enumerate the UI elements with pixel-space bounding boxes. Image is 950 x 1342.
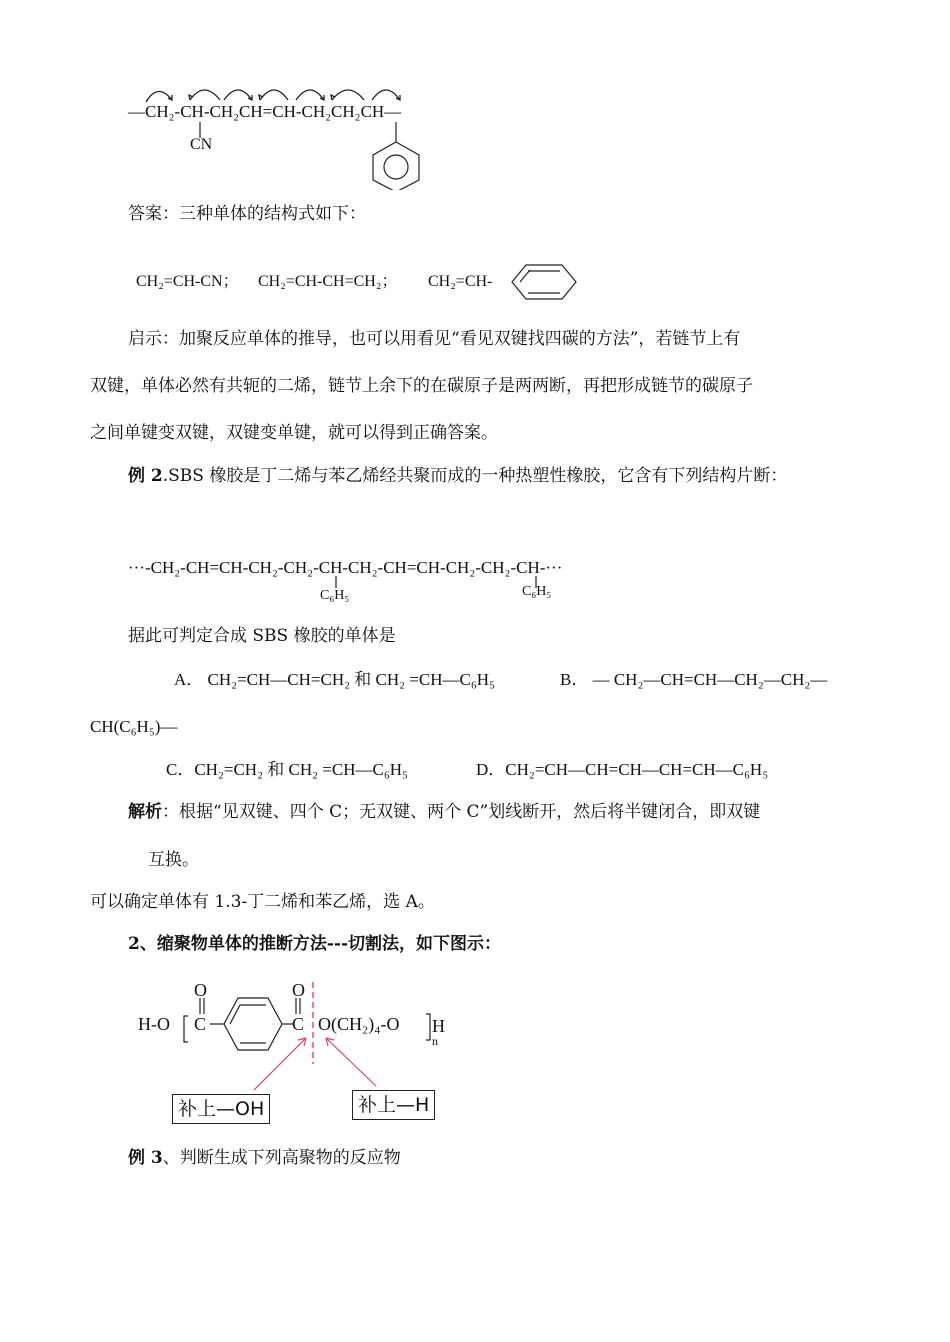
sbs-fragment: ···-CH₂-CH=CH-CH₂-CH₂-CH-CH₂-CH=CH-CH₂-CH₂-CH-··· xyxy=(128,558,563,577)
option-d: D．CH₂=CH—CH=CH—CH=CH—C₆H₅ xyxy=(476,760,769,779)
example-3-heading xyxy=(128,1146,401,1170)
fig2-o1: O xyxy=(194,980,207,1000)
fragment-substituent-2: C₆H₅ xyxy=(522,584,552,599)
answer-line: 答案：三种单体的结构式如下： xyxy=(128,204,366,224)
fig2-c1: C xyxy=(194,1014,207,1034)
hint-line-3: 之间单键变双键，双键变单键，就可以得到正确答案。 xyxy=(90,423,498,443)
option-b: B． — CH₂—CH=CH—CH₂—CH₂— xyxy=(560,670,828,689)
hint-line-1: 启示：加聚反应单体的推导，也可以用看见“看见双键找四碳的方法”，若链节上有 xyxy=(128,329,741,349)
chain-formula: —CH₂-CH-CH₂CH=CH-CH₂CH₂CH— xyxy=(128,102,402,121)
fragment-substituent-1: C₆H₅ xyxy=(320,588,350,603)
example-2-text: .SBS 橡胶是丁二烯与苯乙烯经共聚而成的一种热塑性橡胶，它含有下列结构片断： xyxy=(162,466,788,486)
chain-bonds xyxy=(128,120,468,190)
fig2-c2: C xyxy=(292,1014,305,1034)
fig2-box-oh: 补上—OH xyxy=(172,1094,270,1124)
fig2-n: n xyxy=(432,1034,438,1048)
example-3-label: 例 3 xyxy=(128,1148,163,1168)
analysis-continued: 互换。 xyxy=(148,850,199,870)
analysis-label: 解析 xyxy=(128,802,162,822)
fragment-bonds xyxy=(0,576,950,590)
monomer-3: CH₂=CH- xyxy=(428,273,493,290)
question-text: 据此可判定合成 SBS 橡胶的单体是 xyxy=(128,626,396,646)
option-c: C．CH₂=CH₂ 和 CH₂ =CH—C₆H₅ xyxy=(166,760,408,779)
styrene-ring-icon xyxy=(510,262,580,302)
fig2-chain: O(CH₂)₄-O xyxy=(318,1014,400,1034)
example-2-label: 例 2 xyxy=(128,466,163,486)
example-2-heading xyxy=(128,464,787,488)
benzene-icon xyxy=(373,142,419,190)
hint-line-2: 双键，单体必然有共轭的二烯，链节上余下的在碳原子是两两断，再把形成链节的碳原子 xyxy=(90,376,753,396)
monomer-2: CH₂=CH-CH=CH₂； xyxy=(258,273,398,290)
option-a: A． CH₂=CH—CH=CH₂ 和 CH₂ =CH—C₆H₅ xyxy=(174,670,495,689)
section-2-title: 2、缩聚物单体的推断方法---切割法，如下图示： xyxy=(128,934,501,954)
analysis xyxy=(128,800,760,824)
option-b-continued: CH(C₆H₅)— xyxy=(90,717,178,736)
benzene-ring-icon xyxy=(224,998,282,1050)
fig2-ho: H-O xyxy=(138,1014,170,1034)
figure-condensation xyxy=(130,980,470,1130)
example-3-text: 、判断生成下列高聚物的反应物 xyxy=(162,1148,401,1168)
fig2-box-h: 补上—H xyxy=(352,1090,435,1120)
fig2-h: H xyxy=(432,1016,445,1036)
analysis-text: ：根据“见双键、四个 C；无双键、两个 C”划线断开，然后将半键闭合，即双键 xyxy=(162,802,761,822)
monomer-1: CH₂=CH-CN； xyxy=(136,273,239,290)
figure-polymer-chain xyxy=(128,76,468,186)
cyano-group: CN xyxy=(190,136,213,153)
fig2-o2: O xyxy=(292,980,305,1000)
conclusion: 可以确定单体有 1.3-丁二烯和苯乙烯，选 A。 xyxy=(90,892,435,912)
